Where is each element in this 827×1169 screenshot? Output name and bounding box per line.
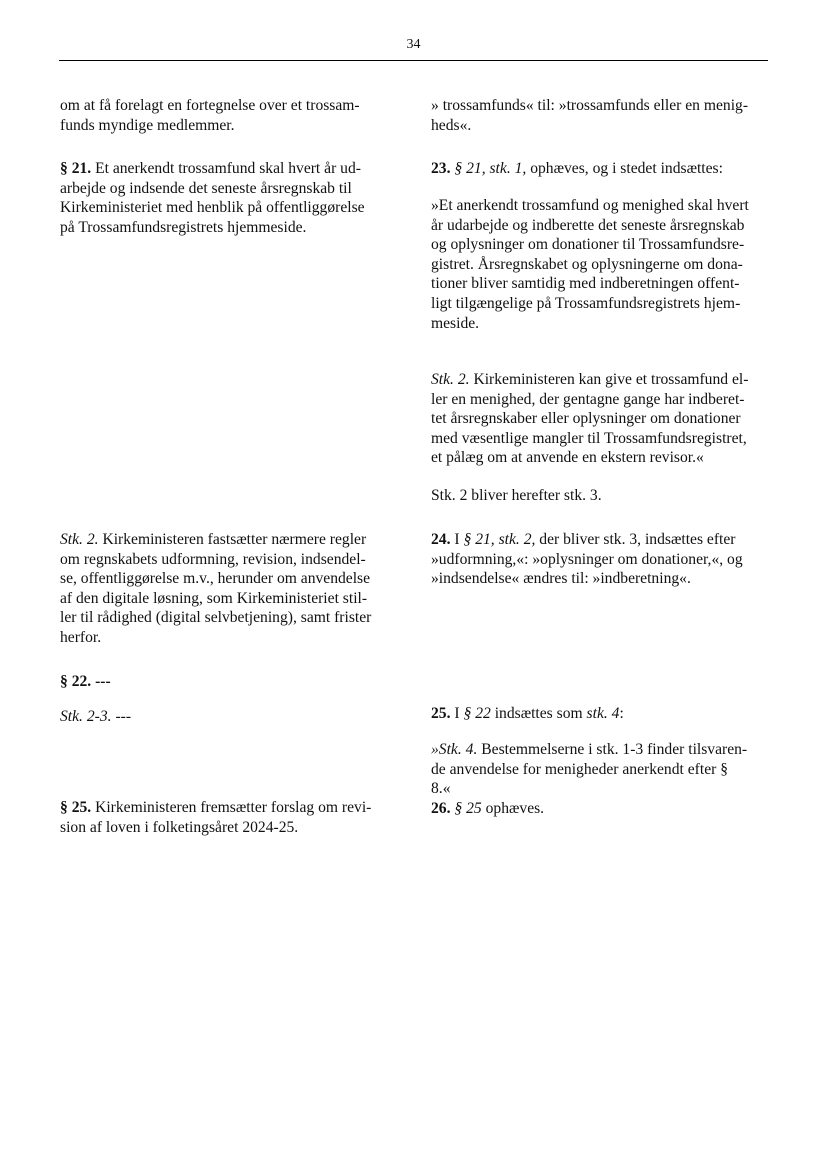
- section-reference: § 21, stk. 1,: [454, 160, 527, 177]
- text-line: ophæves, og i stedet indsættes:: [526, 160, 723, 177]
- text-line: Bestemmelserne i stk. 1-3 finder tilsvaren-: [477, 741, 748, 758]
- stk-label: »Stk. 4.: [431, 741, 478, 758]
- item-24-text: [431, 530, 776, 589]
- text-line: om at få forelagt en fortegnelse over et trossam-: [60, 97, 360, 114]
- text-line: Kirkeministeren kan give et trossamfund el-: [469, 371, 749, 388]
- text-line: på Trossamfundsregistrets hjemmeside.: [60, 218, 307, 236]
- text-line: år udarbejde og indberette det seneste årsregnskab: [431, 216, 745, 234]
- text-line: meside.: [431, 314, 480, 332]
- text-line: tet årsregnskaber eller oplysninger om donationer: [431, 410, 741, 428]
- text-line: » trossamfunds« til: »trossamfunds eller en menig-: [431, 97, 749, 114]
- text-line: sion af loven i folketingsåret 2024-25.: [60, 818, 299, 836]
- item-number: 25.: [431, 705, 451, 722]
- text-line: herfor.: [60, 628, 102, 646]
- left-continuation-text: [60, 96, 400, 135]
- section-reference: § 25: [454, 800, 482, 817]
- text-line: af den digitale løsning, som Kirkeministeriet stil-: [60, 589, 368, 607]
- section-21-text: [60, 159, 400, 237]
- text-line: Et anerkendt trossamfund skal hvert år ud-: [91, 160, 361, 177]
- section-reference: § 21, stk. 2,: [463, 531, 536, 548]
- stk-label: Stk. 2-3.: [60, 708, 112, 725]
- text-line: gistret. Årsregnskabet og oplysningerne om dona-: [431, 255, 743, 273]
- text-line: 8.«: [431, 780, 451, 798]
- text-line: heds«.: [431, 116, 472, 134]
- text-line: ophæves.: [481, 800, 545, 817]
- text-line: Kirkeministeriet med henblik på offentliggørelse: [60, 199, 365, 217]
- text-line: et pålæg om at anvende en ekstern revisor.«: [431, 449, 704, 467]
- text-line: og oplysninger om donationer til Trossamfundsre-: [431, 236, 745, 254]
- text-line: »Et anerkendt trossamfund og menighed skal hvert: [431, 197, 749, 214]
- item-number: 23.: [431, 160, 451, 177]
- section-number: § 21.: [60, 160, 92, 177]
- text-line: de anvendelse for menigheder anerkendt efter §: [431, 760, 729, 778]
- section-25-text: [60, 798, 400, 837]
- text-line: der bliver stk. 3, indsættes efter: [535, 531, 736, 548]
- text-line: ---: [111, 708, 132, 725]
- section-number: § 25.: [60, 799, 92, 816]
- left-stk2-text: [60, 530, 400, 648]
- text-line: Kirkeministeren fremsætter forslag om revi-: [91, 799, 372, 816]
- text-fragment: I: [450, 705, 464, 722]
- text-line: »udformning,«: »oplysninger om donationer,«, og: [431, 550, 743, 568]
- text-line: »indsendelse« ændres til: »indberetning«.: [431, 570, 691, 588]
- text-line: arbejde og indsende det seneste årsregnskab til: [60, 179, 352, 197]
- text-line: Stk. 2 bliver herefter stk. 3.: [431, 487, 602, 504]
- section-reference: § 22: [463, 705, 491, 722]
- text-line: med væsentlige mangler til Trossamfundsregistret,: [431, 429, 747, 447]
- stk-reference: stk. 4: [586, 705, 620, 722]
- item-number: 24.: [431, 531, 451, 548]
- text-line: ler til rådighed (digital selvbetjening), samt frister: [60, 609, 372, 627]
- renumber-note: [431, 486, 776, 506]
- text-fragment: :: [619, 705, 624, 722]
- item-23-text: [431, 159, 776, 179]
- left-stk2-3-text: [60, 707, 400, 727]
- item-25-quote: [431, 740, 776, 799]
- text-line: tioner bliver samtidig med indberetningen offent-: [431, 275, 740, 293]
- text-line: se, offentliggørelse m.v., herunder om anvendelse: [60, 570, 371, 588]
- text-line: Kirkeministeren fastsætter nærmere regler: [98, 531, 367, 548]
- text-line: ler en menighed, der gentagne gange har indberet-: [431, 390, 745, 408]
- text-line: ---: [91, 673, 111, 690]
- item-25-text: [431, 704, 776, 724]
- item-23-quote: [431, 196, 776, 333]
- text-line: om regnskabets udformning, revision, indsendel-: [60, 550, 366, 568]
- text-fragment: indsættes som: [490, 705, 587, 722]
- text-line: ligt tilgængelige på Trossamfundsregistrets hjem-: [431, 294, 741, 312]
- stk-label: Stk. 2.: [431, 371, 470, 388]
- right-stk2-text: [431, 370, 776, 468]
- stk-label: Stk. 2.: [60, 531, 99, 548]
- section-number: § 22.: [60, 673, 92, 690]
- item-number: 26.: [431, 800, 451, 817]
- header-rule: [59, 60, 768, 61]
- section-22-text: [60, 672, 400, 692]
- right-continuation-text: [431, 96, 776, 135]
- text-fragment: I: [450, 531, 464, 548]
- text-line: funds myndige medlemmer.: [60, 116, 235, 134]
- item-26-text: [431, 799, 776, 819]
- page-number: 34: [406, 37, 421, 52]
